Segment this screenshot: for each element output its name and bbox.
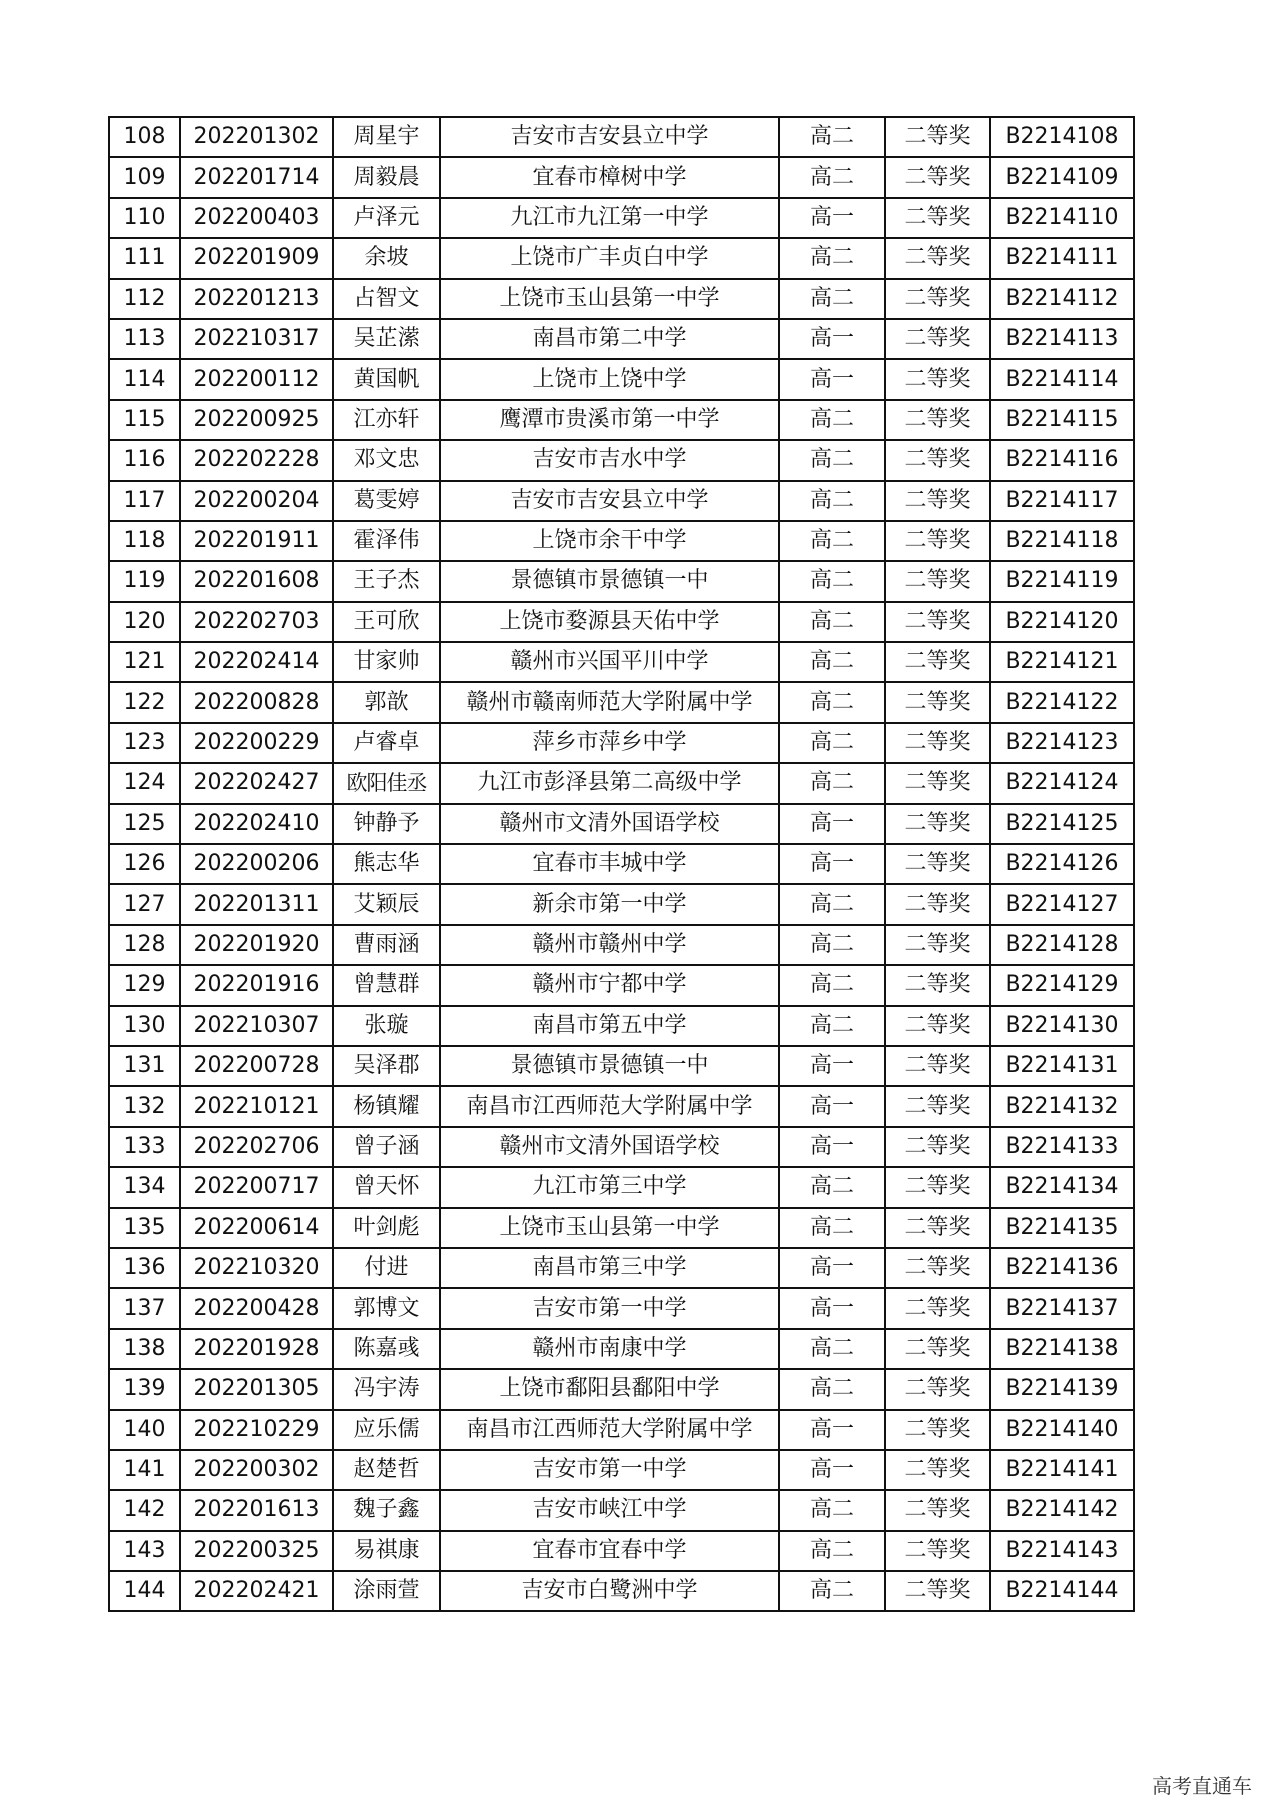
school-cell: 萍乡市萍乡中学 [440, 723, 779, 763]
table-row [109, 682, 1134, 722]
row-index-cell: 123 [109, 723, 180, 763]
school-cell: 新余市第一中学 [440, 884, 779, 924]
award-cell: 二等奖 [885, 884, 990, 924]
certificate-number-cell: B2214123 [990, 723, 1134, 763]
student-name-cell: 郭歆 [333, 682, 440, 722]
table-row [109, 642, 1134, 682]
student-id-cell: 202200717 [180, 1167, 333, 1207]
certificate-number-cell: B2214144 [990, 1571, 1134, 1611]
award-cell: 二等奖 [885, 602, 990, 642]
row-index-cell: 122 [109, 682, 180, 722]
school-cell: 赣州市赣州中学 [440, 925, 779, 965]
award-cell: 二等奖 [885, 1369, 990, 1409]
row-index-cell: 143 [109, 1531, 180, 1571]
grade-cell: 高二 [779, 1490, 885, 1530]
grade-cell: 高二 [779, 723, 885, 763]
award-cell: 二等奖 [885, 682, 990, 722]
table-row [109, 117, 1134, 157]
student-name-cell: 钟静予 [333, 804, 440, 844]
row-index-cell: 117 [109, 481, 180, 521]
row-index-cell: 111 [109, 238, 180, 278]
school-cell: 上饶市鄱阳县鄱阳中学 [440, 1369, 779, 1409]
student-id-cell: 202200325 [180, 1531, 333, 1571]
student-id-cell: 202201909 [180, 238, 333, 278]
school-cell: 赣州市南康中学 [440, 1329, 779, 1369]
award-cell: 二等奖 [885, 1046, 990, 1086]
student-name-cell: 郭博文 [333, 1288, 440, 1328]
certificate-number-cell: B2214135 [990, 1208, 1134, 1248]
school-cell: 景德镇市景德镇一中 [440, 1046, 779, 1086]
certificate-number-cell: B2214142 [990, 1490, 1134, 1530]
student-name-cell: 卢泽元 [333, 198, 440, 238]
row-index-cell: 127 [109, 884, 180, 924]
award-cell: 二等奖 [885, 804, 990, 844]
school-cell: 景德镇市景德镇一中 [440, 561, 779, 601]
table-body [109, 117, 1134, 1611]
row-index-cell: 139 [109, 1369, 180, 1409]
certificate-number-cell: B2214131 [990, 1046, 1134, 1086]
row-index-cell: 129 [109, 965, 180, 1005]
school-cell: 吉安市第一中学 [440, 1450, 779, 1490]
award-cell: 二等奖 [885, 1208, 990, 1248]
row-index-cell: 144 [109, 1571, 180, 1611]
row-index-cell: 132 [109, 1086, 180, 1126]
certificate-number-cell: B2214122 [990, 682, 1134, 722]
student-name-cell: 王子杰 [333, 561, 440, 601]
student-id-cell: 202210229 [180, 1410, 333, 1450]
student-name-cell: 葛雯婷 [333, 481, 440, 521]
row-index-cell: 110 [109, 198, 180, 238]
row-index-cell: 136 [109, 1248, 180, 1288]
award-list-table [108, 116, 1135, 1612]
row-index-cell: 134 [109, 1167, 180, 1207]
student-id-cell: 202202427 [180, 763, 333, 803]
row-index-cell: 108 [109, 117, 180, 157]
grade-cell: 高二 [779, 965, 885, 1005]
table-row [109, 359, 1134, 399]
award-cell: 二等奖 [885, 1410, 990, 1450]
award-cell: 二等奖 [885, 1450, 990, 1490]
school-cell: 九江市九江第一中学 [440, 198, 779, 238]
student-name-cell: 吴泽郡 [333, 1046, 440, 1086]
certificate-number-cell: B2214124 [990, 763, 1134, 803]
grade-cell: 高二 [779, 763, 885, 803]
school-cell: 吉安市峡江中学 [440, 1490, 779, 1530]
grade-cell: 高二 [779, 400, 885, 440]
school-cell: 吉安市吉安县立中学 [440, 117, 779, 157]
student-name-cell: 黄国帆 [333, 359, 440, 399]
grade-cell: 高二 [779, 1167, 885, 1207]
grade-cell: 高二 [779, 521, 885, 561]
award-cell: 二等奖 [885, 279, 990, 319]
student-name-cell: 赵楚哲 [333, 1450, 440, 1490]
certificate-number-cell: B2214130 [990, 1006, 1134, 1046]
grade-cell: 高二 [779, 238, 885, 278]
student-name-cell: 周毅晨 [333, 157, 440, 197]
school-cell: 九江市第三中学 [440, 1167, 779, 1207]
certificate-number-cell: B2214114 [990, 359, 1134, 399]
certificate-number-cell: B2214120 [990, 602, 1134, 642]
school-cell: 上饶市玉山县第一中学 [440, 279, 779, 319]
student-id-cell: 202200403 [180, 198, 333, 238]
row-index-cell: 113 [109, 319, 180, 359]
row-index-cell: 119 [109, 561, 180, 601]
row-index-cell: 126 [109, 844, 180, 884]
certificate-number-cell: B2214134 [990, 1167, 1134, 1207]
student-id-cell: 202210121 [180, 1086, 333, 1126]
grade-cell: 高二 [779, 481, 885, 521]
school-cell: 南昌市第二中学 [440, 319, 779, 359]
school-cell: 上饶市上饶中学 [440, 359, 779, 399]
grade-cell: 高一 [779, 1248, 885, 1288]
grade-cell: 高一 [779, 1046, 885, 1086]
certificate-number-cell: B2214125 [990, 804, 1134, 844]
award-cell: 二等奖 [885, 1288, 990, 1328]
grade-cell: 高二 [779, 1571, 885, 1611]
row-index-cell: 124 [109, 763, 180, 803]
certificate-number-cell: B2214143 [990, 1531, 1134, 1571]
certificate-number-cell: B2214119 [990, 561, 1134, 601]
grade-cell: 高二 [779, 1329, 885, 1369]
table-row [109, 1450, 1134, 1490]
row-index-cell: 120 [109, 602, 180, 642]
table-row [109, 804, 1134, 844]
school-cell: 宜春市宜春中学 [440, 1531, 779, 1571]
student-name-cell: 欧阳佳丞 [333, 763, 440, 803]
source-label: 高考直通车 [1152, 1774, 1252, 1798]
school-cell: 赣州市赣南师范大学附属中学 [440, 682, 779, 722]
award-cell: 二等奖 [885, 1531, 990, 1571]
grade-cell: 高一 [779, 804, 885, 844]
student-name-cell: 陈嘉彧 [333, 1329, 440, 1369]
row-index-cell: 115 [109, 400, 180, 440]
grade-cell: 高一 [779, 1410, 885, 1450]
student-id-cell: 202201714 [180, 157, 333, 197]
table-row [109, 1490, 1134, 1530]
student-id-cell: 202200828 [180, 682, 333, 722]
certificate-number-cell: B2214137 [990, 1288, 1134, 1328]
student-id-cell: 202202703 [180, 602, 333, 642]
student-id-cell: 202200302 [180, 1450, 333, 1490]
student-id-cell: 202201911 [180, 521, 333, 561]
table-row [109, 521, 1134, 561]
award-cell: 二等奖 [885, 481, 990, 521]
award-cell: 二等奖 [885, 1248, 990, 1288]
award-cell: 二等奖 [885, 1127, 990, 1167]
award-cell: 二等奖 [885, 763, 990, 803]
student-name-cell: 曾慧群 [333, 965, 440, 1005]
school-cell: 九江市彭泽县第二高级中学 [440, 763, 779, 803]
student-name-cell: 杨镇耀 [333, 1086, 440, 1126]
student-id-cell: 202202421 [180, 1571, 333, 1611]
student-id-cell: 202202706 [180, 1127, 333, 1167]
school-cell: 赣州市宁都中学 [440, 965, 779, 1005]
school-cell: 上饶市玉山县第一中学 [440, 1208, 779, 1248]
school-cell: 吉安市吉安县立中学 [440, 481, 779, 521]
table-row [109, 884, 1134, 924]
student-id-cell: 202201213 [180, 279, 333, 319]
student-name-cell: 占智文 [333, 279, 440, 319]
table-row [109, 561, 1134, 601]
row-index-cell: 112 [109, 279, 180, 319]
award-cell: 二等奖 [885, 1006, 990, 1046]
school-cell: 南昌市江西师范大学附属中学 [440, 1410, 779, 1450]
school-cell: 上饶市婺源县天佑中学 [440, 602, 779, 642]
student-id-cell: 202201311 [180, 884, 333, 924]
certificate-number-cell: B2214118 [990, 521, 1134, 561]
student-name-cell: 霍泽伟 [333, 521, 440, 561]
certificate-number-cell: B2214140 [990, 1410, 1134, 1450]
award-cell: 二等奖 [885, 642, 990, 682]
student-id-cell: 202201920 [180, 925, 333, 965]
grade-cell: 高一 [779, 319, 885, 359]
table-row [109, 1410, 1134, 1450]
award-cell: 二等奖 [885, 319, 990, 359]
student-name-cell: 熊志华 [333, 844, 440, 884]
certificate-number-cell: B2214126 [990, 844, 1134, 884]
school-cell: 赣州市兴国平川中学 [440, 642, 779, 682]
school-cell: 吉安市吉水中学 [440, 440, 779, 480]
certificate-number-cell: B2214139 [990, 1369, 1134, 1409]
student-id-cell: 202200925 [180, 400, 333, 440]
student-name-cell: 曾子涵 [333, 1127, 440, 1167]
award-cell: 二等奖 [885, 1086, 990, 1126]
certificate-number-cell: B2214111 [990, 238, 1134, 278]
student-name-cell: 曹雨涵 [333, 925, 440, 965]
student-name-cell: 曾天怀 [333, 1167, 440, 1207]
student-name-cell: 应乐儒 [333, 1410, 440, 1450]
certificate-number-cell: B2214112 [990, 279, 1134, 319]
student-name-cell: 张璇 [333, 1006, 440, 1046]
table-row [109, 965, 1134, 1005]
certificate-number-cell: B2214133 [990, 1127, 1134, 1167]
student-id-cell: 202210320 [180, 1248, 333, 1288]
row-index-cell: 141 [109, 1450, 180, 1490]
row-index-cell: 131 [109, 1046, 180, 1086]
table-row [109, 440, 1134, 480]
student-name-cell: 涂雨萱 [333, 1571, 440, 1611]
row-index-cell: 121 [109, 642, 180, 682]
row-index-cell: 138 [109, 1329, 180, 1369]
row-index-cell: 142 [109, 1490, 180, 1530]
award-cell: 二等奖 [885, 117, 990, 157]
certificate-number-cell: B2214129 [990, 965, 1134, 1005]
grade-cell: 高二 [779, 561, 885, 601]
grade-cell: 高二 [779, 602, 885, 642]
student-id-cell: 202200112 [180, 359, 333, 399]
school-cell: 南昌市第五中学 [440, 1006, 779, 1046]
student-id-cell: 202201608 [180, 561, 333, 601]
school-cell: 赣州市文清外国语学校 [440, 804, 779, 844]
student-name-cell: 魏子鑫 [333, 1490, 440, 1530]
award-cell: 二等奖 [885, 844, 990, 884]
student-name-cell: 卢睿卓 [333, 723, 440, 763]
table-row [109, 1531, 1134, 1571]
table-row [109, 1046, 1134, 1086]
row-index-cell: 116 [109, 440, 180, 480]
row-index-cell: 135 [109, 1208, 180, 1248]
student-name-cell: 邓文忠 [333, 440, 440, 480]
table-row [109, 481, 1134, 521]
school-cell: 南昌市江西师范大学附属中学 [440, 1086, 779, 1126]
student-id-cell: 202200614 [180, 1208, 333, 1248]
award-cell: 二等奖 [885, 925, 990, 965]
table-row [109, 723, 1134, 763]
certificate-number-cell: B2214141 [990, 1450, 1134, 1490]
row-index-cell: 130 [109, 1006, 180, 1046]
school-cell: 宜春市樟树中学 [440, 157, 779, 197]
table-row [109, 602, 1134, 642]
grade-cell: 高二 [779, 884, 885, 924]
award-cell: 二等奖 [885, 1571, 990, 1611]
award-cell: 二等奖 [885, 1490, 990, 1530]
student-id-cell: 202201302 [180, 117, 333, 157]
student-name-cell: 付进 [333, 1248, 440, 1288]
table-row [109, 1288, 1134, 1328]
grade-cell: 高二 [779, 1369, 885, 1409]
table-row [109, 238, 1134, 278]
student-name-cell: 周星宇 [333, 117, 440, 157]
table-row [109, 279, 1134, 319]
grade-cell: 高二 [779, 1531, 885, 1571]
award-cell: 二等奖 [885, 561, 990, 601]
certificate-number-cell: B2214115 [990, 400, 1134, 440]
student-id-cell: 202202410 [180, 804, 333, 844]
award-cell: 二等奖 [885, 965, 990, 1005]
certificate-number-cell: B2214128 [990, 925, 1134, 965]
student-id-cell: 202200428 [180, 1288, 333, 1328]
school-cell: 南昌市第三中学 [440, 1248, 779, 1288]
certificate-number-cell: B2214110 [990, 198, 1134, 238]
grade-cell: 高一 [779, 198, 885, 238]
award-cell: 二等奖 [885, 1167, 990, 1207]
student-name-cell: 余坡 [333, 238, 440, 278]
certificate-number-cell: B2214121 [990, 642, 1134, 682]
student-id-cell: 202210317 [180, 319, 333, 359]
table-row [109, 1208, 1134, 1248]
grade-cell: 高一 [779, 359, 885, 399]
table-row [109, 1571, 1134, 1611]
certificate-number-cell: B2214116 [990, 440, 1134, 480]
student-id-cell: 202201928 [180, 1329, 333, 1369]
school-cell: 上饶市广丰贞白中学 [440, 238, 779, 278]
award-cell: 二等奖 [885, 198, 990, 238]
table-row [109, 844, 1134, 884]
table-row [109, 1369, 1134, 1409]
student-name-cell: 江亦轩 [333, 400, 440, 440]
school-cell: 鹰潭市贵溪市第一中学 [440, 400, 779, 440]
award-cell: 二等奖 [885, 359, 990, 399]
student-name-cell: 易祺康 [333, 1531, 440, 1571]
student-id-cell: 202200229 [180, 723, 333, 763]
award-cell: 二等奖 [885, 723, 990, 763]
row-index-cell: 140 [109, 1410, 180, 1450]
table-row [109, 1248, 1134, 1288]
student-id-cell: 202202414 [180, 642, 333, 682]
student-name-cell: 艾颖辰 [333, 884, 440, 924]
grade-cell: 高一 [779, 844, 885, 884]
student-id-cell: 202200728 [180, 1046, 333, 1086]
student-id-cell: 202201305 [180, 1369, 333, 1409]
award-cell: 二等奖 [885, 238, 990, 278]
certificate-number-cell: B2214138 [990, 1329, 1134, 1369]
row-index-cell: 109 [109, 157, 180, 197]
student-name-cell: 吴芷潆 [333, 319, 440, 359]
row-index-cell: 114 [109, 359, 180, 399]
grade-cell: 高二 [779, 925, 885, 965]
grade-cell: 高一 [779, 1086, 885, 1126]
grade-cell: 高二 [779, 642, 885, 682]
grade-cell: 高二 [779, 117, 885, 157]
table-row [109, 1127, 1134, 1167]
row-index-cell: 137 [109, 1288, 180, 1328]
table-row [109, 319, 1134, 359]
school-cell: 吉安市第一中学 [440, 1288, 779, 1328]
table-row [109, 1006, 1134, 1046]
grade-cell: 高二 [779, 279, 885, 319]
grade-cell: 高二 [779, 1208, 885, 1248]
award-cell: 二等奖 [885, 157, 990, 197]
table-row [109, 1086, 1134, 1126]
grade-cell: 高二 [779, 1006, 885, 1046]
student-id-cell: 202210307 [180, 1006, 333, 1046]
student-id-cell: 202200206 [180, 844, 333, 884]
row-index-cell: 118 [109, 521, 180, 561]
school-cell: 上饶市余干中学 [440, 521, 779, 561]
row-index-cell: 133 [109, 1127, 180, 1167]
certificate-number-cell: B2214109 [990, 157, 1134, 197]
award-cell: 二等奖 [885, 521, 990, 561]
grade-cell: 高一 [779, 1288, 885, 1328]
student-name-cell: 甘家帅 [333, 642, 440, 682]
grade-cell: 高二 [779, 682, 885, 722]
student-name-cell: 王可欣 [333, 602, 440, 642]
student-name-cell: 叶剑彪 [333, 1208, 440, 1248]
school-cell: 赣州市文清外国语学校 [440, 1127, 779, 1167]
award-cell: 二等奖 [885, 440, 990, 480]
school-cell: 吉安市白鹭洲中学 [440, 1571, 779, 1611]
table-row [109, 1329, 1134, 1369]
table-row [109, 198, 1134, 238]
row-index-cell: 125 [109, 804, 180, 844]
student-id-cell: 202201613 [180, 1490, 333, 1530]
table-row [109, 763, 1134, 803]
certificate-number-cell: B2214132 [990, 1086, 1134, 1126]
school-cell: 宜春市丰城中学 [440, 844, 779, 884]
table-row [109, 400, 1134, 440]
certificate-number-cell: B2214113 [990, 319, 1134, 359]
student-id-cell: 202202228 [180, 440, 333, 480]
student-id-cell: 202201916 [180, 965, 333, 1005]
student-name-cell: 冯宇涛 [333, 1369, 440, 1409]
row-index-cell: 128 [109, 925, 180, 965]
certificate-number-cell: B2214127 [990, 884, 1134, 924]
table-row [109, 925, 1134, 965]
grade-cell: 高一 [779, 1450, 885, 1490]
table-row [109, 1167, 1134, 1207]
grade-cell: 高二 [779, 157, 885, 197]
certificate-number-cell: B2214108 [990, 117, 1134, 157]
certificate-number-cell: B2214136 [990, 1248, 1134, 1288]
grade-cell: 高一 [779, 1127, 885, 1167]
award-cell: 二等奖 [885, 1329, 990, 1369]
award-cell: 二等奖 [885, 400, 990, 440]
student-id-cell: 202200204 [180, 481, 333, 521]
table-row [109, 157, 1134, 197]
certificate-number-cell: B2214117 [990, 481, 1134, 521]
grade-cell: 高二 [779, 440, 885, 480]
